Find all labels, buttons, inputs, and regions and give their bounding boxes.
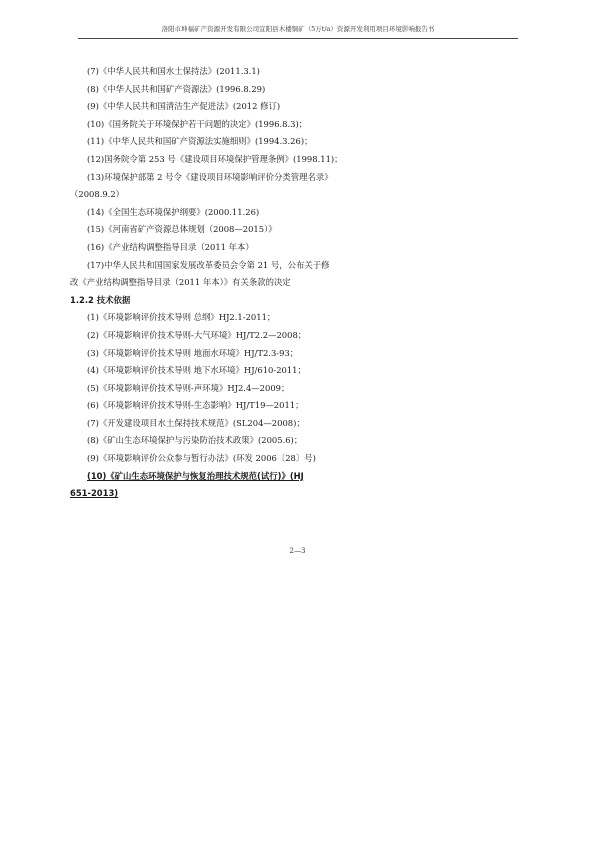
tech-item-8: (8)《矿山生态环境保护与污染防治技术政策》(2005.6)；	[87, 435, 303, 446]
tech-item-1: (1)《环境影响评价技术导则 总纲》HJ2.1-2011；	[87, 312, 276, 323]
law-item-8: (8)《中华人民共和国矿产资源法》(1996.8.29)	[87, 83, 266, 94]
page-header: 洛阳市坤福矿产资源开发有限公司宜阳县木楼铜矿（5万t/a）资源开发利用项目环境影响报告书	[161, 25, 435, 33]
law-item-9: (9)《中华人民共和国清洁生产促进法》(2012 修订)	[87, 101, 281, 112]
law-item-17-continued: 改《产业结构调整指导目录（2011 年本）》有关条款的决定	[70, 277, 291, 288]
law-item-15: (15)《河南省矿产资源总体规划（2008—2015）》	[87, 224, 277, 235]
section-heading-technical-basis: 1.2.2 技术依据	[70, 294, 131, 305]
law-item-7: (7)《中华人民共和国水土保持法》(2011.3.1)	[87, 66, 260, 76]
law-item-11: (11)《中华人民共和国矿产资源法实施细则》(1994.3.26)；	[87, 136, 313, 147]
tech-item-2: (2)《环境影响评价技术导则-大气环境》HJ/T2.2—2008；	[87, 329, 307, 340]
tech-item-4: (4)《环境影响评价技术导则 地下水环境》HJ/610-2011；	[87, 365, 306, 376]
page-number: 2—3	[289, 547, 306, 555]
header-divider	[78, 38, 518, 39]
law-item-16: (16)《产业结构调整指导目录（2011 年本）	[87, 241, 254, 252]
document-body	[70, 63, 520, 503]
tech-item-7: (7)《开发建设项目水土保持技术规范》(SL204—2008)；	[87, 417, 305, 428]
tech-item-6: (6)《环境影响评价技术导则-生态影响》HJ/T19—2011；	[87, 400, 304, 411]
tech-item-3: (3)《环境影响评价技术导则 地面水环境》HJ/T2.3-93；	[87, 347, 299, 358]
tech-item-10: (10)《矿山生态环境保护与恢复治理技术规范(试行)》(HJ	[87, 470, 304, 481]
law-item-14: (14)《全国生态环境保护纲要》(2000.11.26)	[87, 206, 260, 217]
tech-item-9: (9)《环境影响评价公众参与暂行办法》(环发 2006〔28〕号)	[87, 453, 316, 464]
law-item-13: (13)环境保护部第 2 号令《建设项目环境影响评价分类管理名录》	[87, 171, 333, 182]
law-item-17: (17)中华人民共和国国家发展改革委员会令第 21 号，公布关于修	[87, 259, 330, 270]
tech-item-5: (5)《环境影响评价技术导则-声环境》HJ2.4—2009；	[87, 382, 290, 393]
law-item-13-continued: （2008.9.2）	[70, 189, 125, 200]
law-item-10: (10)《国务院关于环境保护若干问题的决定》(1996.8.3)；	[87, 118, 308, 129]
law-item-12: (12)国务院令第 253 号《建设项目环境保护管理条例》(1998.11)；	[87, 153, 343, 164]
tech-item-10-continued: 651-2013)	[70, 488, 119, 499]
